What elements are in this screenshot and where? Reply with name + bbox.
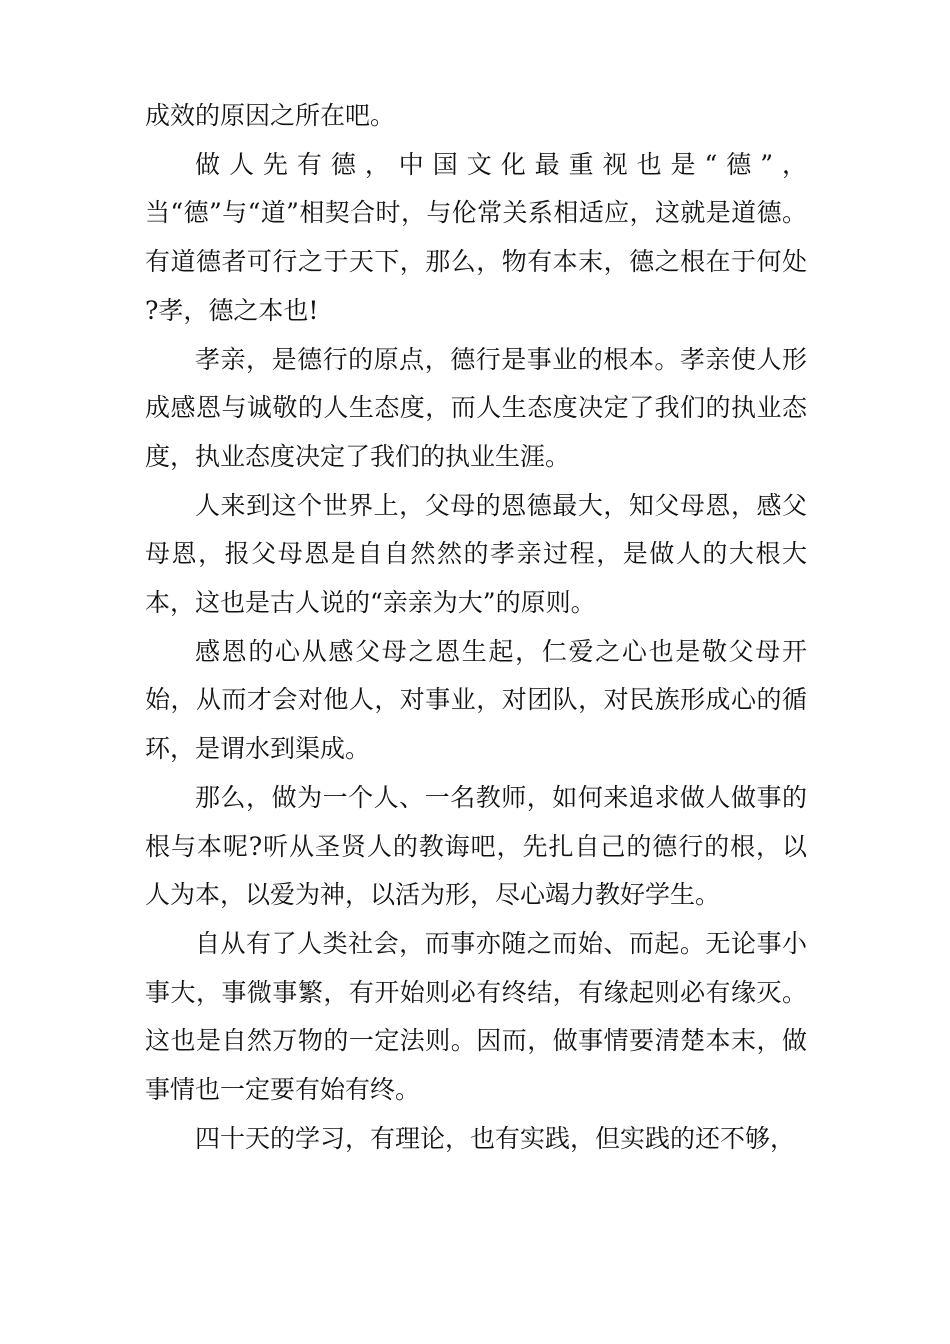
paragraph-4: 人来到这个世界上，父母的恩德最大，知父母恩，感父母恩，报父母恩是自自然然的孝亲过程，是做人的大根大本，这也是古人说的“亲亲为大”的原则。: [145, 490, 807, 618]
paragraph-3: 孝亲，是德行的原点，德行是事业的根本。孝亲使人形成感恩与诚敬的人生态度，而人生态度决定了我们的执业态度，执业态度决定了我们的执业生涯。: [145, 344, 807, 471]
paragraph-1: 成效的原因之所在吧。: [145, 101, 396, 130]
paragraph-8: 四十天的学习，有理论，也有实践，但实践的还不够，: [195, 1123, 796, 1153]
paragraph-7: 自从有了人类社会，而事亦随之而始、而起。无论事小事大，事微事繁，有开始则必有终结，有缘起则必有缘灭。这也是自然万物的一定法则。因而，做事情要清楚本末，做事情也一定要有始有终。: [145, 928, 807, 1105]
document-page: [145, 92, 807, 1163]
paragraph-6: 那么，做为一个人、一名教师，如何来追求做人做事的根与本呢?听从圣贤人的教诲吧，先扎自己的德行的根，以人为本，以爱为神，以活为形，尽心竭力教好学生。: [145, 782, 807, 910]
paragraph-5: 感恩的心从感父母之恩生起，仁爱之心也是敬父母开始，从而才会对他人，对事业，对团队，对民族形成心的循环，是谓水到渠成。: [145, 636, 807, 764]
paragraph-2: 做人先有德，中国文化最重视也是“德”，当“德”与“道”相契合时，与伦常关系相适应，这就是道德。有道德者可行之于天下，那么，物有本末，德之根在于何处 ?孝，德之本也!: [145, 149, 807, 325]
